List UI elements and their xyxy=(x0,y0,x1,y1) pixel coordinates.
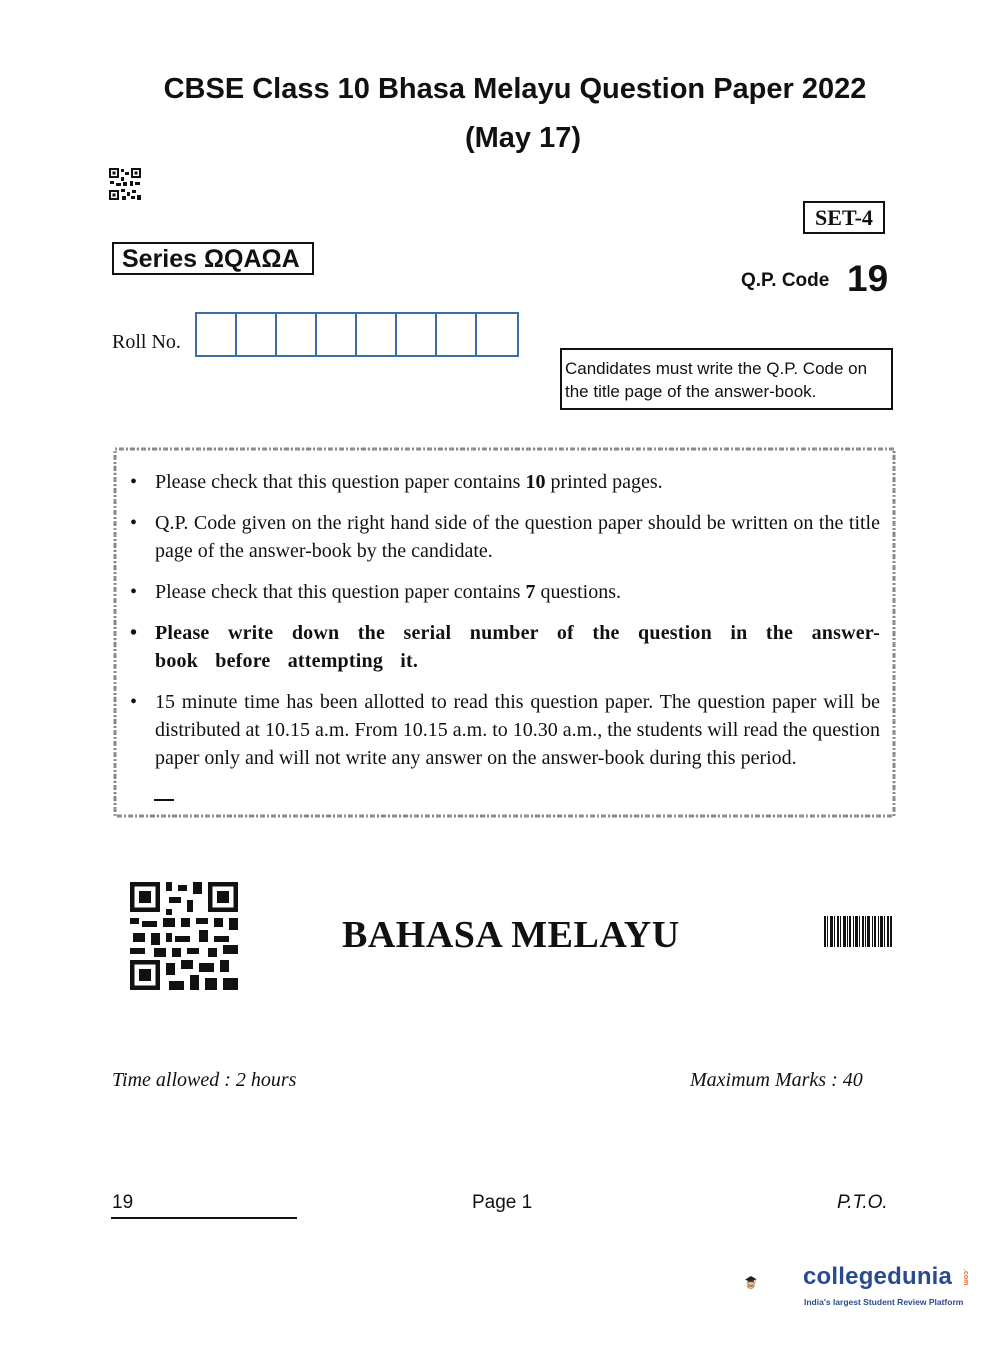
footer-rule xyxy=(111,1217,297,1219)
instruction-item xyxy=(128,578,880,606)
instruction-item xyxy=(128,468,880,496)
document-subtitle: (May 17) xyxy=(464,122,582,154)
barcode-icon xyxy=(823,915,893,948)
roll-number-cell[interactable] xyxy=(197,314,237,355)
instruction-item xyxy=(128,509,880,565)
instruction-bold-text: Please write down the serial number of the question in the answer-book before attempting it. xyxy=(155,622,880,672)
roll-number-cell[interactable] xyxy=(237,314,277,355)
large-qr-code-icon xyxy=(130,882,238,990)
instruction-text: Please check that this question paper contains xyxy=(155,471,526,493)
roll-number-cell[interactable] xyxy=(357,314,397,355)
roll-number-cell[interactable] xyxy=(317,314,357,355)
instruction-text: printed pages. xyxy=(545,471,663,493)
roll-number-label: Roll No. xyxy=(112,331,181,353)
roll-number-cell[interactable] xyxy=(437,314,477,355)
document-title: CBSE Class 10 Bhasa Melayu Question Paper 2022 xyxy=(163,73,867,105)
subject-title: BAHASA MELAYU xyxy=(342,914,680,956)
qp-code-value: 19 xyxy=(847,258,889,299)
roll-number-cell[interactable] xyxy=(277,314,317,355)
footer-pto: P.T.O. xyxy=(837,1192,888,1213)
set-label-box: SET-4 xyxy=(803,201,885,234)
instructions-list xyxy=(128,468,880,785)
bullet-icon: • xyxy=(130,471,138,493)
qp-code-label: Q.P. Code xyxy=(741,270,830,291)
maximum-marks: Maximum Marks : 40 xyxy=(690,1069,863,1091)
instruction-text: Please check that this question paper contains xyxy=(155,581,526,603)
instruction-text: Q.P. Code given on the right hand side of the question paper should be written on the title page of the answer-book by the candidate. xyxy=(155,512,880,562)
brand-name: collegedunia xyxy=(803,1263,953,1290)
collegedunia-mascot-icon xyxy=(743,1250,803,1316)
bullet-icon: • xyxy=(130,581,138,603)
roll-number-boxes xyxy=(195,312,519,357)
roll-number-cell[interactable] xyxy=(477,314,517,355)
instruction-bold-text: 7 xyxy=(525,581,536,603)
time-allowed: Time allowed : 2 hours xyxy=(112,1069,297,1091)
bullet-icon: • xyxy=(130,622,138,644)
instruction-text: 15 minute time has been allotted to read this question paper. The question paper will be distributed at 10.15 a.m. From 10.15 a.m. to 10.30 a.m., the students will read the question paper only and will not write any answer on the answer-book during this period. xyxy=(155,691,880,769)
small-qr-code-icon xyxy=(109,168,141,200)
candidate-note-box: Candidates must write the Q.P. Code on the title page of the answer-book. xyxy=(560,348,893,410)
instruction-bold-text: 10 xyxy=(525,471,546,493)
instruction-item xyxy=(128,619,880,675)
footer-qp-code: 19 xyxy=(112,1192,134,1213)
roll-number-cell[interactable] xyxy=(397,314,437,355)
bullet-icon: • xyxy=(130,512,138,534)
underline-mark xyxy=(154,799,174,801)
instruction-text: questions. xyxy=(535,581,622,603)
footer-page-number: Page 1 xyxy=(472,1192,533,1213)
series-label-box: Series ΩQAΩA xyxy=(112,242,314,275)
instruction-item xyxy=(128,688,880,772)
brand-tagline: India's largest Student Review Platform xyxy=(804,1297,964,1307)
brand-suffix: .com xyxy=(962,1269,969,1286)
bullet-icon: • xyxy=(130,691,138,713)
